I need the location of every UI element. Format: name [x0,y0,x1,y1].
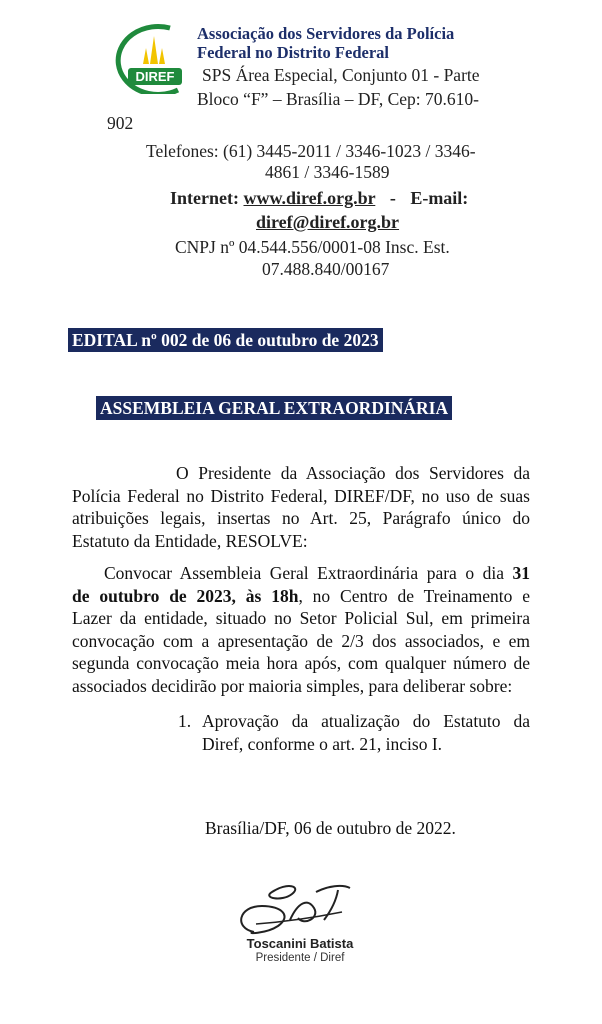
logo-text: DIREF [135,69,175,84]
handwritten-signature [232,872,362,942]
logo-tower-icon [150,36,158,64]
place-and-date: Brasília/DF, 06 de outubro de 2022. [205,818,456,838]
assembly-title: ASSEMBLEIA GERAL EXTRAORDINÁRIA [96,396,452,420]
email-line [256,212,399,233]
cnpj-line-1: CNPJ nº 04.544.556/0001-08 Insc. Est. [175,237,450,257]
diref-logo [108,20,200,94]
convocation-paragraph: Convocar Assembleia Geral Extraordinária para o dia 31 de outubro de 2023, às 18h, no Centro de Treinamento e Lazer da entidade, situado no Setor Policial Sul, em primeira convocação com a apresentação de 2/3 dos associados, e em segunda convocação meia hora após, com qualquer número de associados decidirão por maioria simples, para deliberar sobre: [72,563,530,696]
cnpj-line-2: 07.488.840/00167 [262,259,390,279]
edital-title: EDITAL nº 002 de 06 de outubro de 2023 [68,328,383,352]
address-line-2: Bloco “F” – Brasília – DF, Cep: 70.610- [197,89,479,109]
signatory-name: Toscanini Batista [246,936,354,951]
internet-line: Internet: www.diref.org.br - E-mail: [170,188,469,208]
email-link[interactable]: diref@diref.org.br [256,212,400,232]
signatory-role: Presidente / Diref [255,952,345,964]
organization-name: Associação dos Servidores da Polícia Federal no Distrito Federal [197,24,455,62]
resolution-paragraph: O Presidente da Associação dos Servidores da Polícia Federal no Distrito Federal, DIREF/DF, no uso de suas atribuições legais, insertas no Art. 25, Parágrafo único do Estatuto da Entidade, RESOLVE: [72,463,530,551]
address-line-1: SPS Área Especial, Conjunto 01 - Parte [202,65,480,85]
website-link[interactable]: www.diref.org.br [243,188,376,208]
phones-line-1: Telefones: (61) 3445-2011 / 3346-1023 / 3346- [146,141,476,161]
phones-line-2: 4861 / 3346-1589 [265,162,390,182]
agenda-item-number: 1. [178,711,192,731]
address-line-3: 902 [107,113,134,133]
